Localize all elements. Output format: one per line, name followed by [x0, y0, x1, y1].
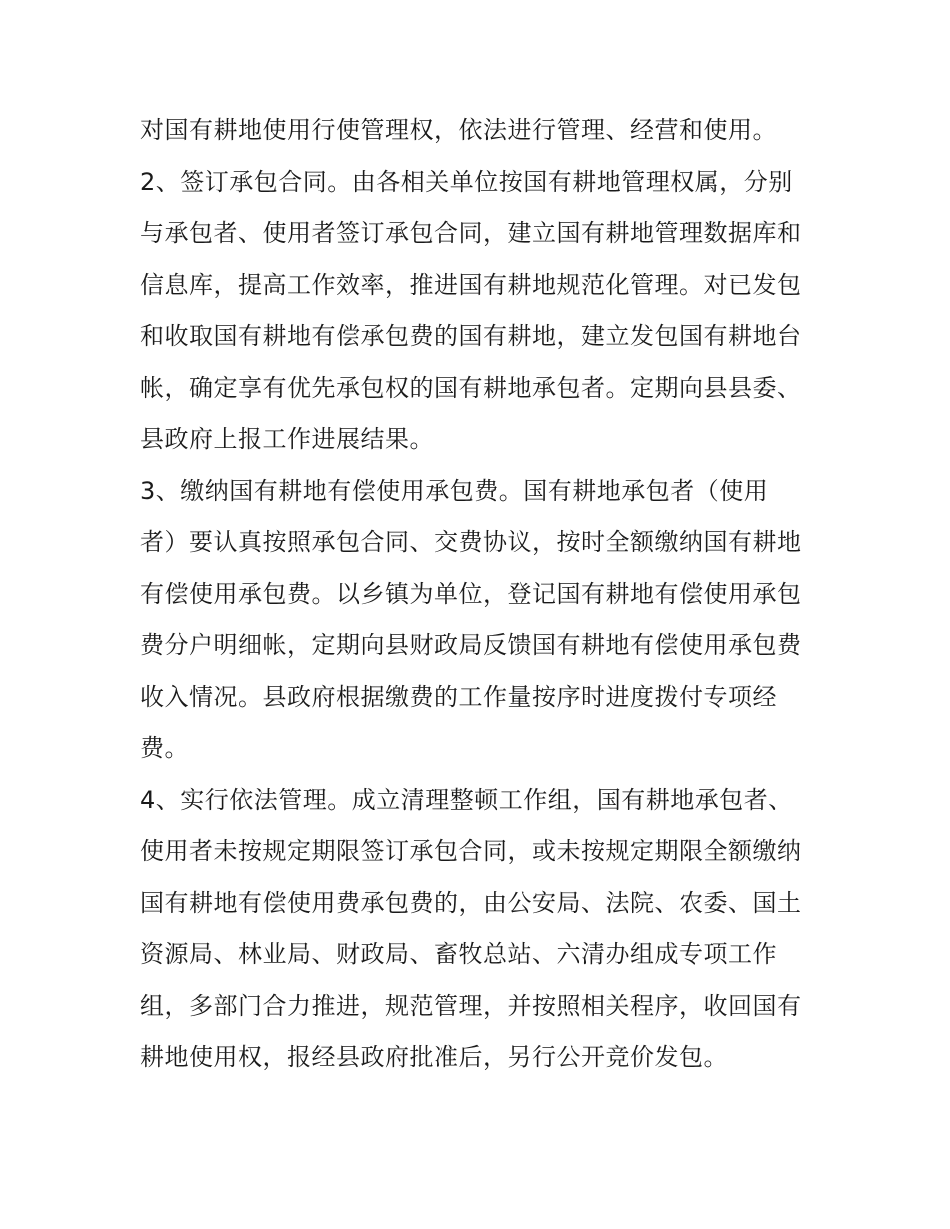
text-line: 3、缴纳国有耕地有偿使用承包费。国有耕地承包者（使用: [140, 476, 769, 505]
text-line: 资源局、林业局、财政局、畜牧总站、六清办组成专项工作: [140, 940, 777, 968]
text-line: 组，多部门合力推进，规范管理，并按照相关程序，收回国有: [140, 991, 802, 1020]
text-line: 信息库，提高工作效率，推进国有耕地规范化管理。对已发包: [140, 270, 802, 299]
text-line: 4、实行依法管理。成立清理整顿工作组，国有耕地承包者、: [140, 785, 793, 814]
text-line: 国有耕地有偿使用费承包费的，由公安局、法院、农委、国土: [140, 888, 802, 917]
text-line: 对国有耕地使用行使管理权，依法进行管理、经营和使用。: [140, 116, 777, 144]
text-line: 费。: [140, 734, 189, 762]
text-line: 和收取国有耕地有偿承包费的国有耕地，建立发包国有耕地台: [140, 322, 802, 350]
text-line: 者）要认真按照承包合同、交费协议，按时全额缴纳国有耕地: [140, 528, 802, 556]
text-line: 使用者未按规定期限签订承包合同，或未按规定期限全额缴纳: [140, 837, 802, 865]
text-line: 费分户明细帐，定期向县财政局反馈国有耕地有偿使用承包费: [140, 631, 802, 659]
text-line: 有偿使用承包费。以乡镇为单位，登记国有耕地有偿使用承包: [140, 579, 802, 608]
body-text: [140, 105, 820, 1084]
text-line: 与承包者、使用者签订承包合同，建立国有耕地管理数据库和: [140, 219, 802, 247]
text-line: 帐，确定享有优先承包权的国有耕地承包者。定期向县县委、: [140, 373, 802, 402]
text-line: 2、签订承包合同。由各相关单位按国有耕地管理权属，分别: [140, 167, 793, 196]
text-line: 耕地使用权，报经县政府批准后，另行公开竞价发包。: [140, 1043, 728, 1071]
text-line: 收入情况。县政府根据缴费的工作量按序时进度拨付专项经: [140, 682, 777, 711]
text-line: 县政府上报工作进展结果。: [140, 425, 434, 453]
